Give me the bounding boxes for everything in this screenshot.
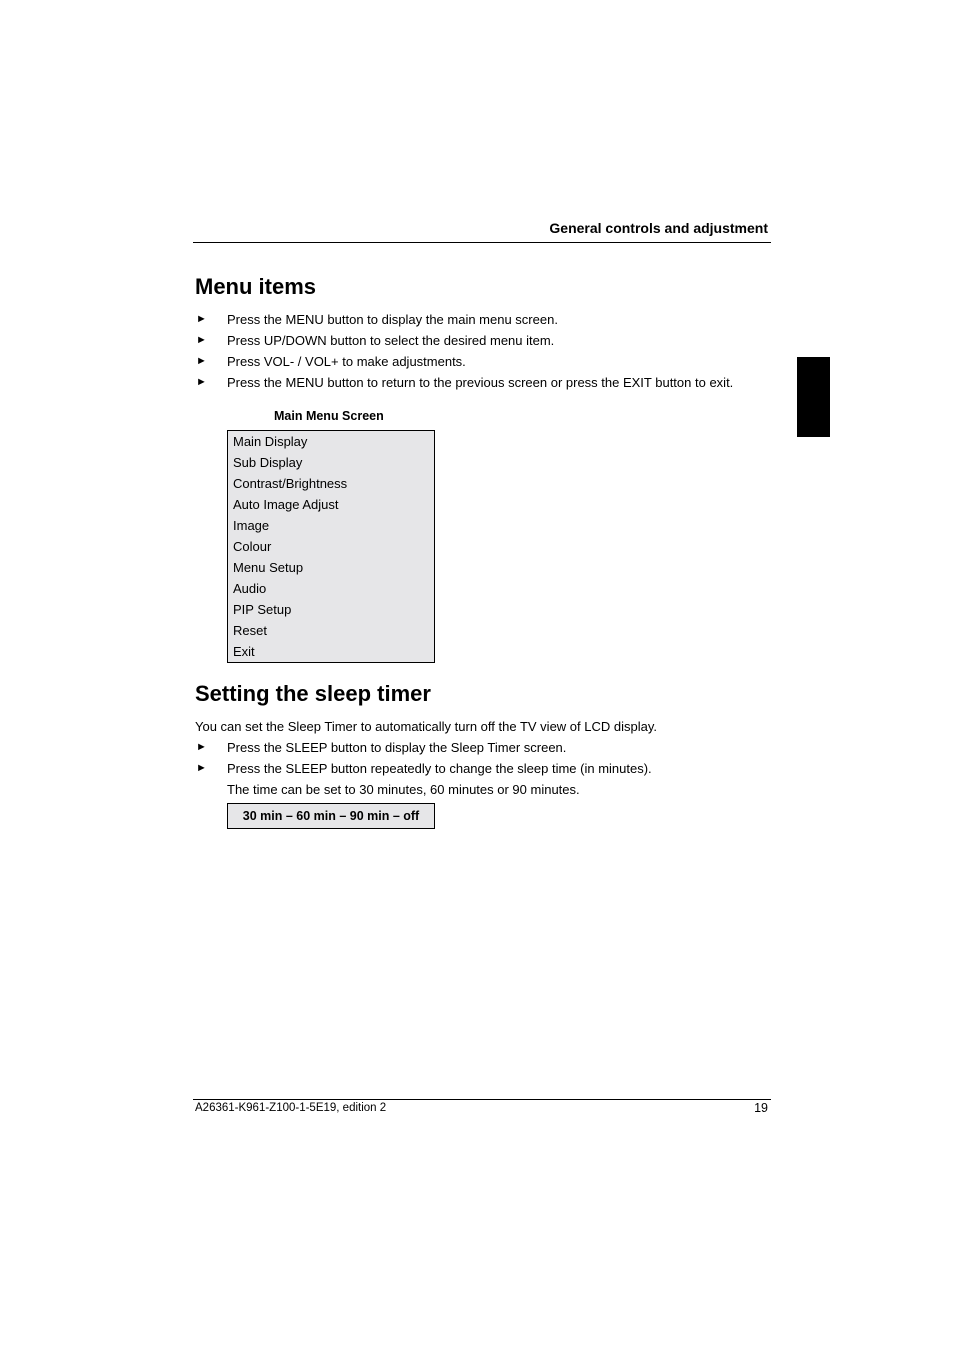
menu-item: Audio xyxy=(233,581,267,596)
menu-item: Contrast/Brightness xyxy=(233,476,348,491)
bullet-arrow-icon: ► xyxy=(196,762,207,774)
bullet-arrow-icon: ► xyxy=(196,355,207,367)
menu-item: Reset xyxy=(233,623,267,638)
bullet-arrow-icon: ► xyxy=(196,741,207,753)
sleep-timer-note: The time can be set to 30 minutes, 60 minutes or 90 minutes. xyxy=(227,782,580,797)
sleep-timer-intro: You can set the Sleep Timer to automatically turn off the TV view of LCD display. xyxy=(195,719,657,734)
bullet-arrow-icon: ► xyxy=(196,376,207,388)
list-item: ► Press VOL- / VOL+ to make adjustments. xyxy=(195,351,733,372)
main-menu-caption: Main Menu Screen xyxy=(274,409,384,423)
menu-item: Auto Image Adjust xyxy=(233,497,339,512)
footer-divider xyxy=(193,1099,771,1100)
menu-item: Image xyxy=(233,518,270,533)
menu-item: Exit xyxy=(233,644,255,659)
header-divider xyxy=(193,242,771,243)
menu-item: Menu Setup xyxy=(233,560,304,575)
menu-item: Colour xyxy=(233,539,272,554)
list-item: ► Press UP/DOWN button to select the desired menu item. xyxy=(195,330,733,351)
bullet-arrow-icon: ► xyxy=(196,313,207,325)
page-header-title: General controls and adjustment xyxy=(549,220,768,236)
page-number: 19 xyxy=(754,1101,768,1115)
bullet-arrow-icon: ► xyxy=(196,334,207,346)
menu-items-heading: Menu items xyxy=(195,274,317,299)
menu-item: PIP Setup xyxy=(233,602,292,617)
sleep-timer-heading: Setting the sleep timer xyxy=(195,681,431,706)
chapter-tab-marker xyxy=(797,357,830,437)
menu-item: Sub Display xyxy=(233,455,303,470)
list-item: ► Press the SLEEP button to display the Sleep Timer screen. xyxy=(195,737,652,758)
sleep-timer-sequence-box: 30 min – 60 min – 90 min – off xyxy=(227,803,435,829)
main-menu-screen xyxy=(227,430,435,663)
menu-items-instructions xyxy=(195,309,733,393)
sleep-timer-instructions xyxy=(195,737,652,779)
list-item: ► Press the SLEEP button repeatedly to change the sleep time (in minutes). xyxy=(195,758,652,779)
list-item: ► Press the MENU button to return to the previous screen or press the EXIT button to exit. xyxy=(195,372,733,393)
document-id: A26361-K961-Z100-1-5E19, edition 2 xyxy=(195,1102,387,1114)
menu-item: Main Display xyxy=(233,434,308,449)
list-item: ► Press the MENU button to display the main menu screen. xyxy=(195,309,733,330)
